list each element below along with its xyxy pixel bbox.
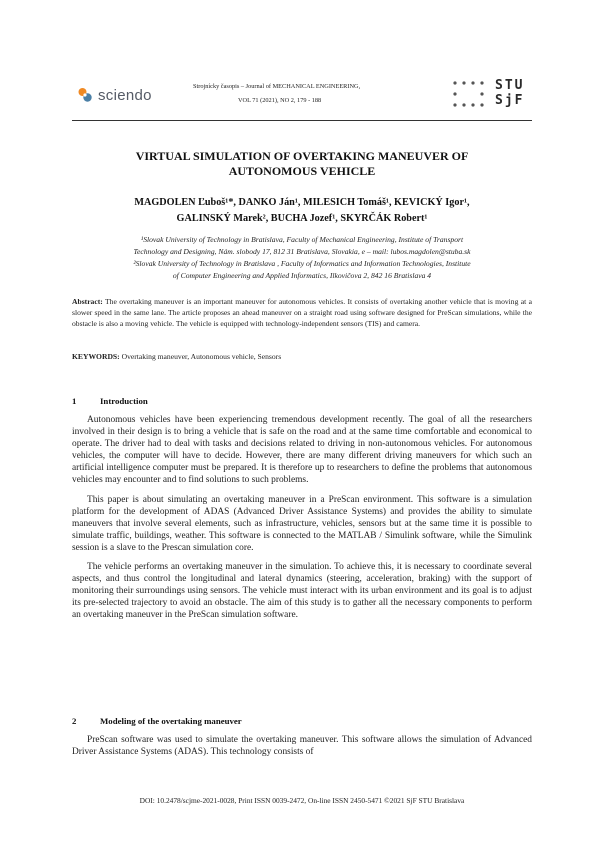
sciendo-logo [77,83,152,107]
journal-volume: VOL 71 (2021), NO 2, 179 - 188 [238,97,322,104]
sciendo-logo-text: sciendo [98,86,152,104]
affiliation-line: Technology and Designing, Nám. slobody 17, 812 31 Bratislava, Slovakia, e – mail: lubos.magdolen@stuba.sk [133,247,471,256]
body-paragraph: This paper is about simulating an overtaking maneuver in a PreScan environment. This software is a simulation platform for the development of ADAS (Advanced Driver Assistance Systems) and provides the ability to simulate maneuvers that involve several elements, such as infrastructure, vehicles, sensors but at the same time it is possible to simulate traffic, buildings, weather. This software is connected to the MATLAB / Simulink software, while the Simulink session is a slave to the Prescan simulation core. [72,494,532,553]
stu-logo-line2: SjF [495,93,525,108]
section-number: 1 [72,396,77,406]
affiliation-line: ¹Slovak University of Technology in Bratislava, Faculty of Mechanical Engineering, Institute of Transport [140,235,464,244]
section-heading-introduction [72,396,148,406]
paper-title [72,149,532,179]
stu-dot-grid-icon [452,80,488,108]
affiliation-line: of Computer Engineering and Applied Informatics, Ilkovičova 2, 842 16 Bratislava 4 [172,271,432,280]
author-list [72,195,532,227]
abstract-label: Abstract: [72,297,103,306]
footer-doi: DOI: 10.2478/scjme-2021-0028, Print ISSN 0039-2472, On-line ISSN 2450-5471 ©2021 SjF STU Bratislava [139,796,465,805]
stu-logo-text [495,78,524,108]
section-title: Introduction [100,396,148,406]
keywords-text: Overtaking maneuver, Autonomous vehicle, Sensors [121,352,282,361]
header-divider [72,120,532,121]
journal-name: Strojnícky časopis – Journal of MECHANICAL ENGINEERING, [193,83,361,90]
abstract-text: The overtaking maneuver is an important maneuver for autonomous vehicles. It consists of overtaking another vehicle that is moving at a slower speed in the same lane. The article proposes an ahead maneuver on a straight road using software designed for PreScan simulations, while the obstacle is also a moving vehicle. The vehicle is equipped with technology-independent sensors (TIS) and camera. [72,297,533,328]
abstract [72,297,532,329]
paper-title-line: AUTONOMOUS VEHICLE [228,164,376,178]
section-heading-modeling [72,716,242,726]
body-paragraph: The vehicle performs an overtaking maneuver in the simulation. To achieve this, it is necessary to coordinate several aspects, and thus control the longitudinal and lateral dynamics (steering, acceleration, braking) with the support of monitoring their surroundings using sensors. The vehicle must interact with its urban environment and its goal is to adjust its pre-selected trajectory to avoid an obstacle. The aim of this study is to gather all the necessary components to perform an overtaking maneuver in the PreScan simulation software. [72,562,532,621]
body-paragraph: Autonomous vehicles have been experiencing tremendous development recently. The goal of all the researchers involved in their design is to bring a vehicle that is safe on the road and at the same time comfortable and economical to operate. The driver had to deal with tasks and decisions related to driving in non-autonomous vehicles. For autonomous vehicles, the computer will have to decide. However, there are many different driving maneuvers for which such an artificial intelligence computer must be prepared. It is therefore up to researchers to define the problems that autonomous vehicles may encounter and to find solutions to such problems. [72,415,532,486]
author-line: MAGDOLEN Ľuboš¹*, DANKO Ján¹, MILESICH Tomáš¹, KEVICKÝ Igor¹, [134,197,470,208]
keywords [72,352,532,363]
section-body-introduction [72,414,532,629]
stu-logo-line1: STU [495,78,525,93]
affiliations [72,234,532,282]
affiliation-line: ²Slovak University of Technology in Bratislava , Faculty of Informatics and Information Technologies, Institute [133,259,471,268]
body-paragraph: PreScan software was used to simulate the overtaking maneuver. This software allows the simulation of Advanced Driver Assistance Systems (ADAS). This technology consists of [72,735,532,758]
section-number: 2 [72,716,77,726]
sciendo-logo-icon [77,87,93,103]
keywords-label: KEYWORDS: [72,352,120,361]
section-body-modeling [72,734,532,765]
section-title: Modeling of the overtaking maneuver [100,716,242,726]
author-line: GALINSKÝ Marek², BUCHA Jozef¹, SKYRČÁK Robert¹ [176,213,428,224]
paper-title-line: VIRTUAL SIMULATION OF OVERTAKING MANEUVER OF [135,149,469,163]
